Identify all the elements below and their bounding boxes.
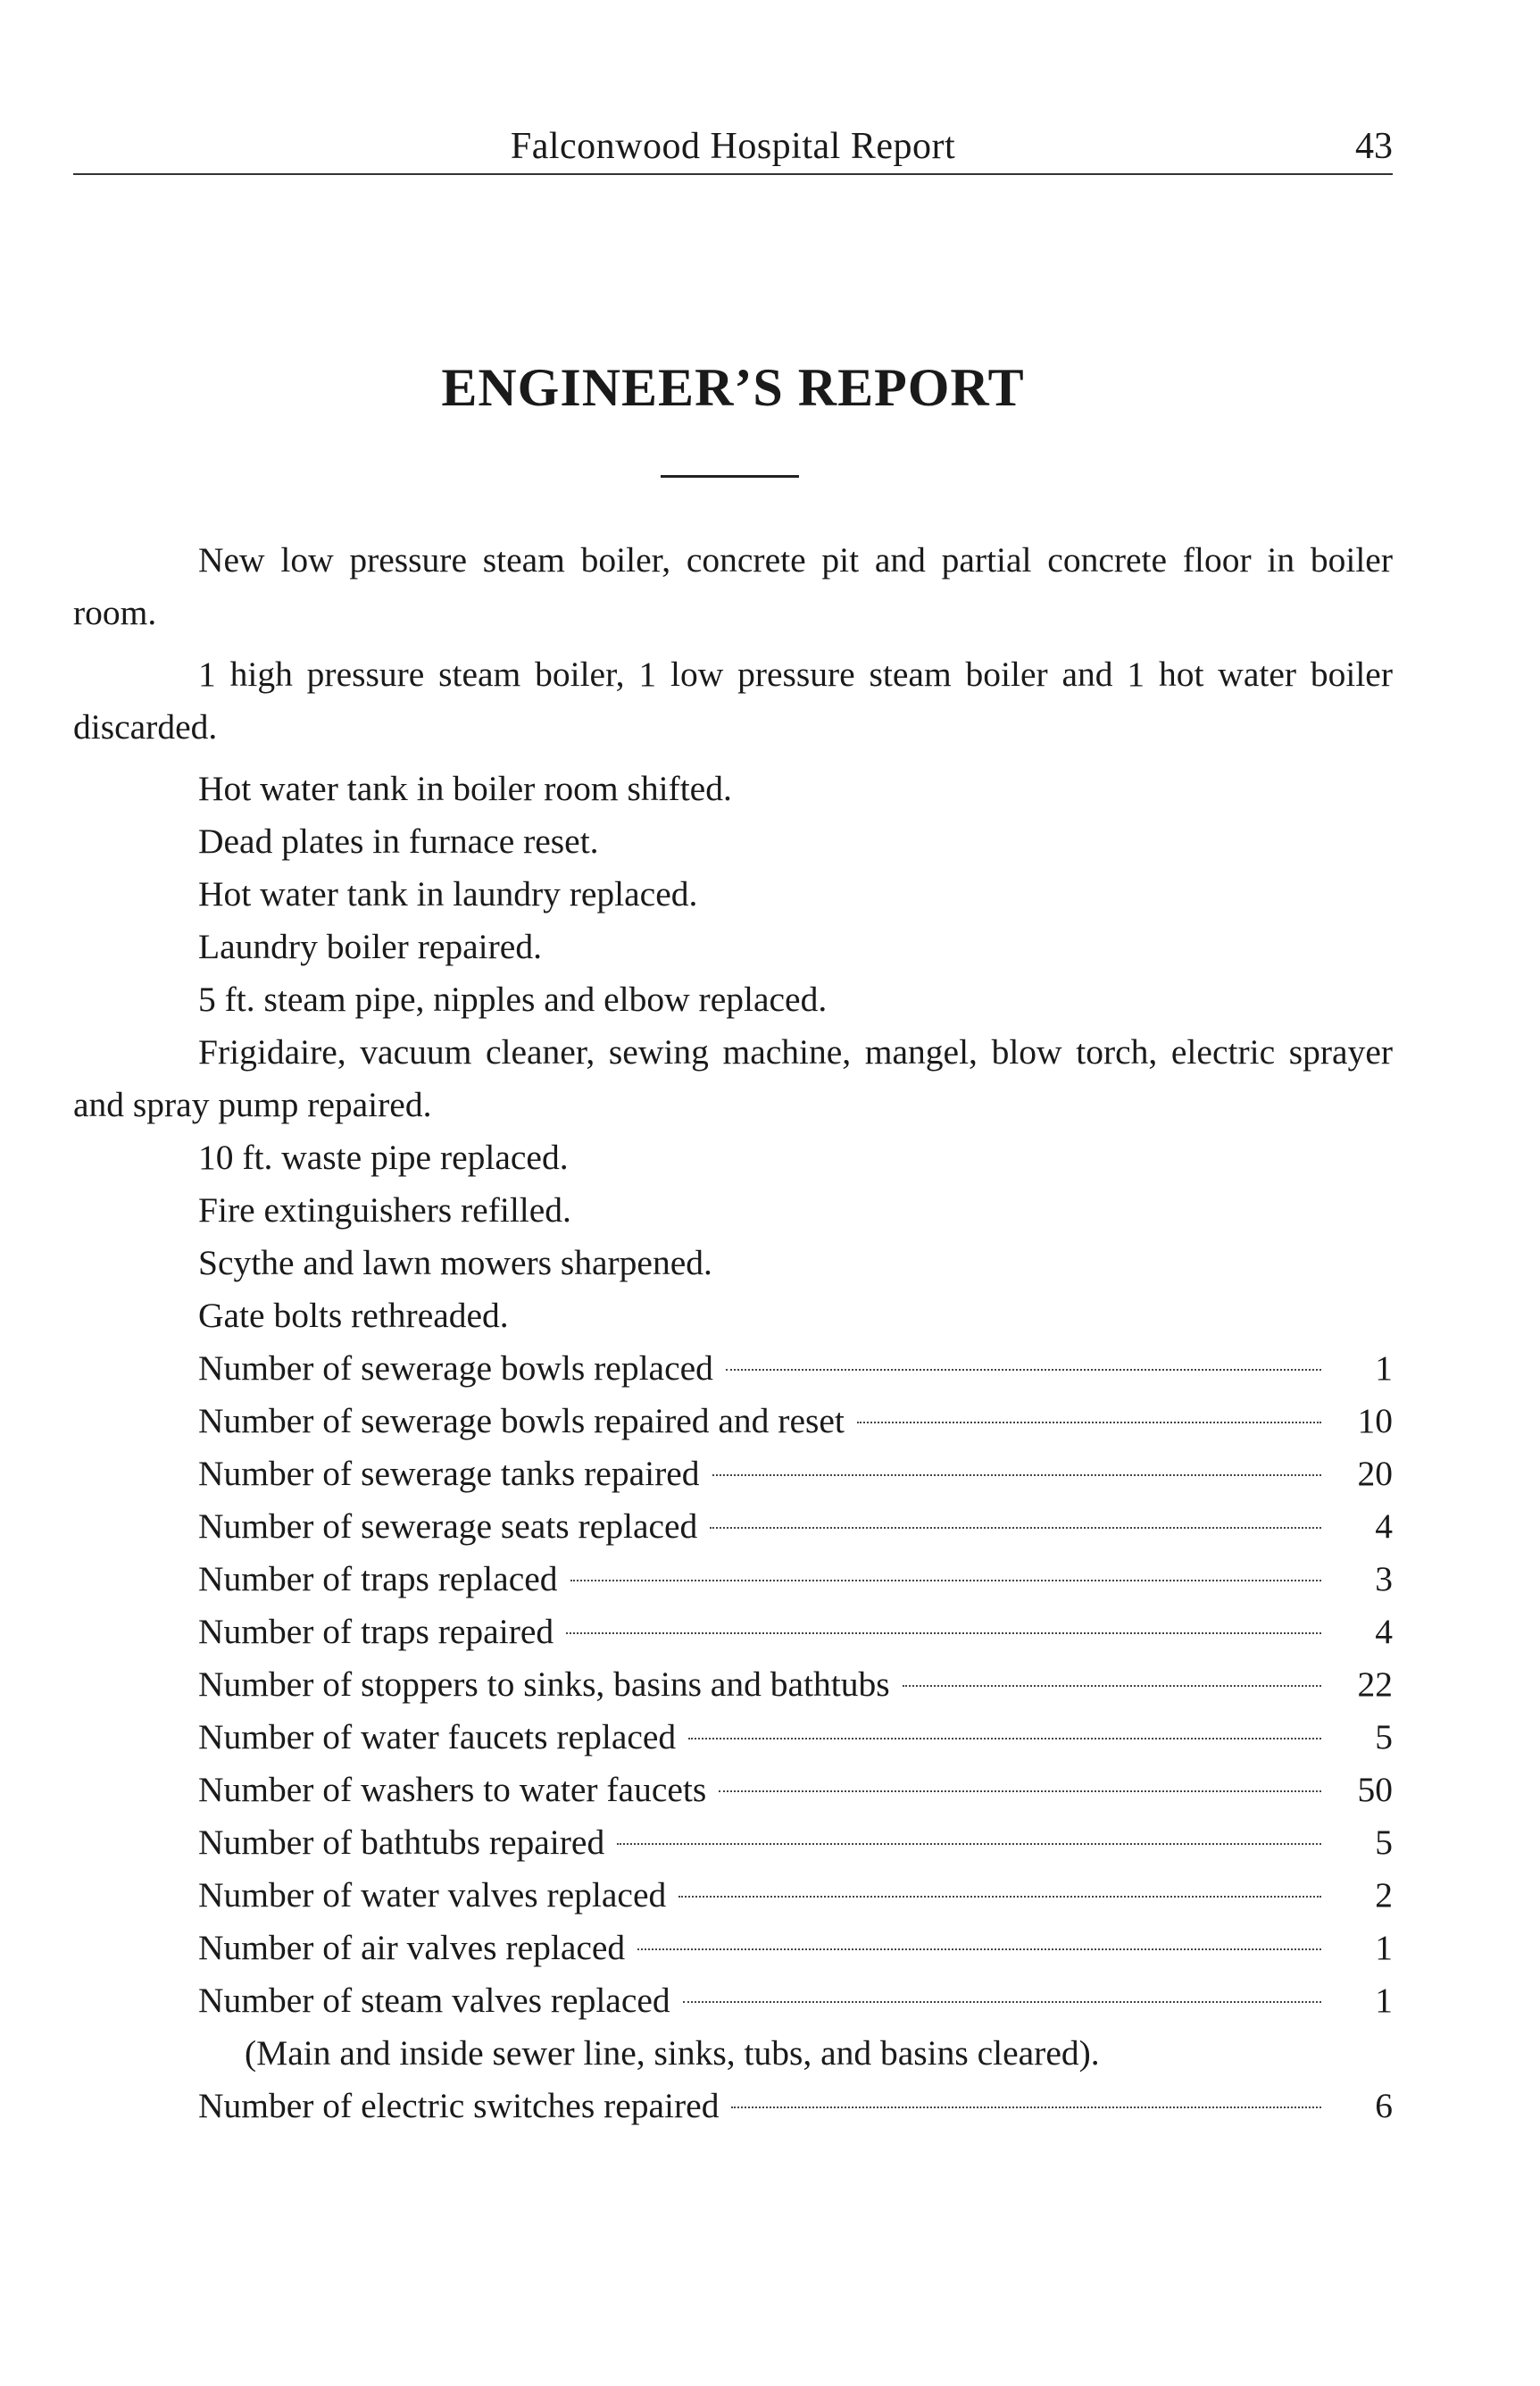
paragraph: 1 high pressure steam boiler, 1 low pressure steam boiler and 1 hot water boiler discarded.: [73, 655, 1393, 747]
note: (Main and inside sewer line, sinks, tubs, and basins cleared).: [245, 2033, 1100, 2073]
tally-row: [73, 1553, 1393, 1606]
tally-label: Number of sewerage bowls repaired and reset: [198, 1401, 845, 1440]
tally-value: 1: [1375, 1348, 1393, 1388]
tally-value: 3: [1375, 1559, 1393, 1598]
running-title: Falconwood Hospital Report: [510, 126, 956, 167]
tally-value: 1: [1375, 1981, 1393, 2020]
tally-label: Number of bathtubs repaired: [198, 1823, 605, 1862]
report-body: [73, 534, 1393, 2132]
dotted-leader: [678, 1896, 1321, 1898]
dotted-leader: [712, 1474, 1321, 1476]
dotted-leader: [617, 1843, 1321, 1845]
tally-label: Number of washers to water faucets: [198, 1770, 707, 1809]
list-item: Hot water tank in laundry replaced.: [198, 874, 698, 914]
dotted-leader: [566, 1632, 1321, 1634]
list-item: Frigidaire, vacuum cleaner, sewing machine, mangel, blow torch, electric sprayer and spray pump repaired.: [73, 1032, 1393, 1124]
tally-row: [73, 1447, 1393, 1500]
list-item: 10 ft. waste pipe replaced.: [198, 1138, 569, 1177]
tally-value: 4: [1375, 1612, 1393, 1651]
header-rule: [73, 173, 1393, 175]
tally-value: 20: [1357, 1454, 1393, 1493]
tally-label: Number of sewerage bowls replaced: [198, 1348, 713, 1388]
heading-divider: [661, 475, 799, 478]
dotted-leader: [857, 1422, 1321, 1423]
dotted-leader: [903, 1685, 1321, 1687]
tally-label: Number of water valves replaced: [198, 1875, 667, 1915]
tally-row: [73, 1816, 1393, 1869]
dotted-leader: [570, 1580, 1321, 1581]
tally-row: [73, 1658, 1393, 1711]
tally-label: Number of air valves replaced: [198, 1928, 626, 1967]
list-item: Gate bolts rethreaded.: [198, 1296, 509, 1335]
list-item: Hot water tank in boiler room shifted.: [198, 769, 732, 808]
tally-row: [73, 1922, 1393, 1974]
tally-value: 50: [1357, 1770, 1393, 1809]
dotted-leader: [710, 1527, 1321, 1529]
tally-row: [73, 1869, 1393, 1922]
tally-label: Number of traps replaced: [198, 1559, 558, 1598]
tally-label: Number of sewerage tanks repaired: [198, 1454, 700, 1493]
tally-value: 22: [1357, 1664, 1393, 1704]
tally-value: 5: [1375, 1717, 1393, 1756]
dotted-leader: [719, 1790, 1321, 1792]
page-number: 43: [1355, 126, 1393, 167]
dotted-leader: [688, 1738, 1321, 1739]
paragraph: New low pressure steam boiler, concrete pit and partial concrete floor in boiler room.: [73, 540, 1393, 632]
tally-value: 5: [1375, 1823, 1393, 1862]
tally-value: 10: [1357, 1401, 1393, 1440]
running-header: [73, 118, 1393, 175]
tally-list: [73, 1342, 1393, 2027]
tally-row: [73, 1974, 1393, 2027]
tally-row: [73, 1500, 1393, 1553]
dotted-leader: [683, 2001, 1321, 2003]
list-item: Dead plates in furnace reset.: [198, 822, 599, 861]
tally-label: Number of electric switches repaired: [198, 2086, 720, 2125]
tally-label: Number of water faucets replaced: [198, 1717, 677, 1756]
list-item: 5 ft. steam pipe, nipples and elbow replaced.: [198, 980, 828, 1019]
tally-row: [73, 1711, 1393, 1764]
tally-list: [73, 2080, 1393, 2132]
tally-row: [73, 1606, 1393, 1658]
dotted-leader: [637, 1948, 1321, 1950]
tally-value: 2: [1375, 1875, 1393, 1915]
list-item: Scythe and lawn mowers sharpened.: [198, 1243, 712, 1282]
tally-row: [73, 1395, 1393, 1447]
tally-label: Number of sewerage seats replaced: [198, 1506, 698, 1546]
list-item: Fire extinguishers refilled.: [198, 1190, 571, 1230]
tally-row: [73, 1342, 1393, 1395]
tally-label: Number of stoppers to sinks, basins and bathtubs: [198, 1664, 890, 1704]
tally-label: Number of traps repaired: [198, 1612, 554, 1651]
dotted-leader: [726, 1369, 1321, 1371]
report-heading: ENGINEER’S REPORT: [441, 358, 1025, 417]
list-item: Laundry boiler repaired.: [198, 927, 542, 966]
dotted-leader: [731, 2107, 1321, 2108]
tally-label: Number of steam valves replaced: [198, 1981, 670, 2020]
tally-value: 6: [1375, 2086, 1393, 2125]
tally-value: 1: [1375, 1928, 1393, 1967]
tally-row: [73, 1764, 1393, 1816]
tally-row: [73, 2080, 1393, 2132]
tally-value: 4: [1375, 1506, 1393, 1546]
